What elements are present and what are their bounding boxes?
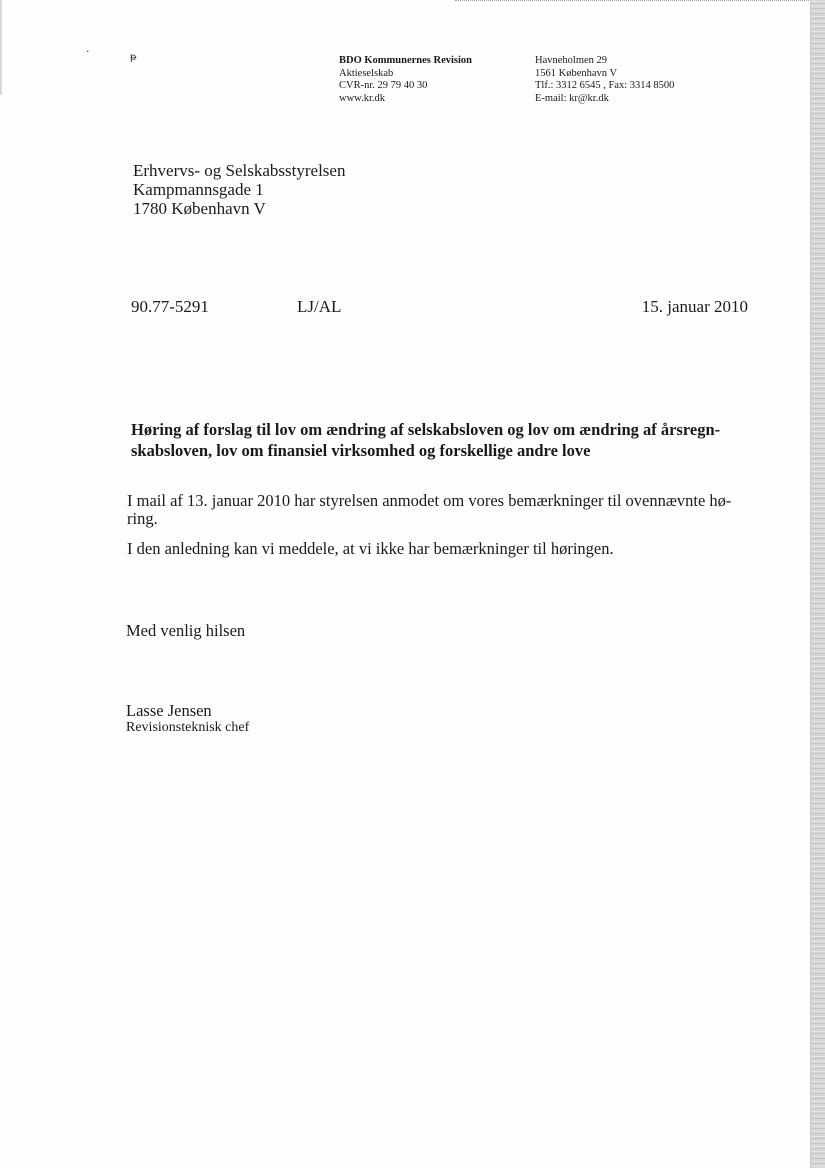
signer-title: Revisionsteknisk chef (126, 720, 250, 735)
letterhead-company-type: Aktieselskab (339, 67, 394, 79)
letterhead-cvr: CVR-nr. 29 79 40 30 (339, 80, 428, 92)
letterhead-city: 1561 København V (535, 67, 618, 79)
scan-edge-line (455, 0, 813, 2)
recipient-address (133, 161, 345, 218)
letterhead-website: www.kr.dk (339, 92, 385, 104)
letterhead-street: Havneholmen 29 (535, 55, 608, 66)
body-paragraph: I mail af 13. januar 2010 har styrelsen anmodet om vores bemærkninger til ovennævnte hø-ring. (127, 491, 732, 528)
signer-name: Lasse Jensen (126, 701, 212, 720)
recipient-name: Erhvervs- og Selskabsstyrelsen (133, 161, 346, 180)
body-paragraph: I den anledning kan vi meddele, at vi ikke har bemærkninger til høringen. (127, 539, 614, 558)
scan-speck: ᵽ (130, 52, 137, 63)
letterhead-phone-fax: Tlf.: 3312 6545 , Fax: 3314 8500 (535, 80, 675, 92)
letter-date: 15. januar 2010 (641, 297, 748, 316)
letterhead-contact-block (535, 55, 674, 105)
closing-greeting: Med venlig hilsen (126, 621, 246, 640)
recipient-street: Kampmannsgade 1 (133, 180, 264, 199)
letterhead-company-block (339, 55, 472, 105)
reference-initials: LJ/AL (297, 297, 342, 316)
letter-subject: Høring af forslag til lov om ændring af selskabsloven og lov om ændring af årsregn-skabsloven, lov om finansiel virksomhed og forskellige andre love (131, 420, 721, 460)
journal-number: 90.77-5291 (131, 297, 209, 316)
recipient-city: 1780 København V (133, 199, 266, 218)
letterhead-email: E-mail: kr@kr.dk (535, 92, 609, 104)
scan-right-edge (811, 0, 825, 1168)
scan-left-edge (0, 0, 2, 95)
letterhead-org-name: BDO Kommunernes Revision (339, 55, 473, 66)
scan-speck: · (86, 45, 90, 58)
